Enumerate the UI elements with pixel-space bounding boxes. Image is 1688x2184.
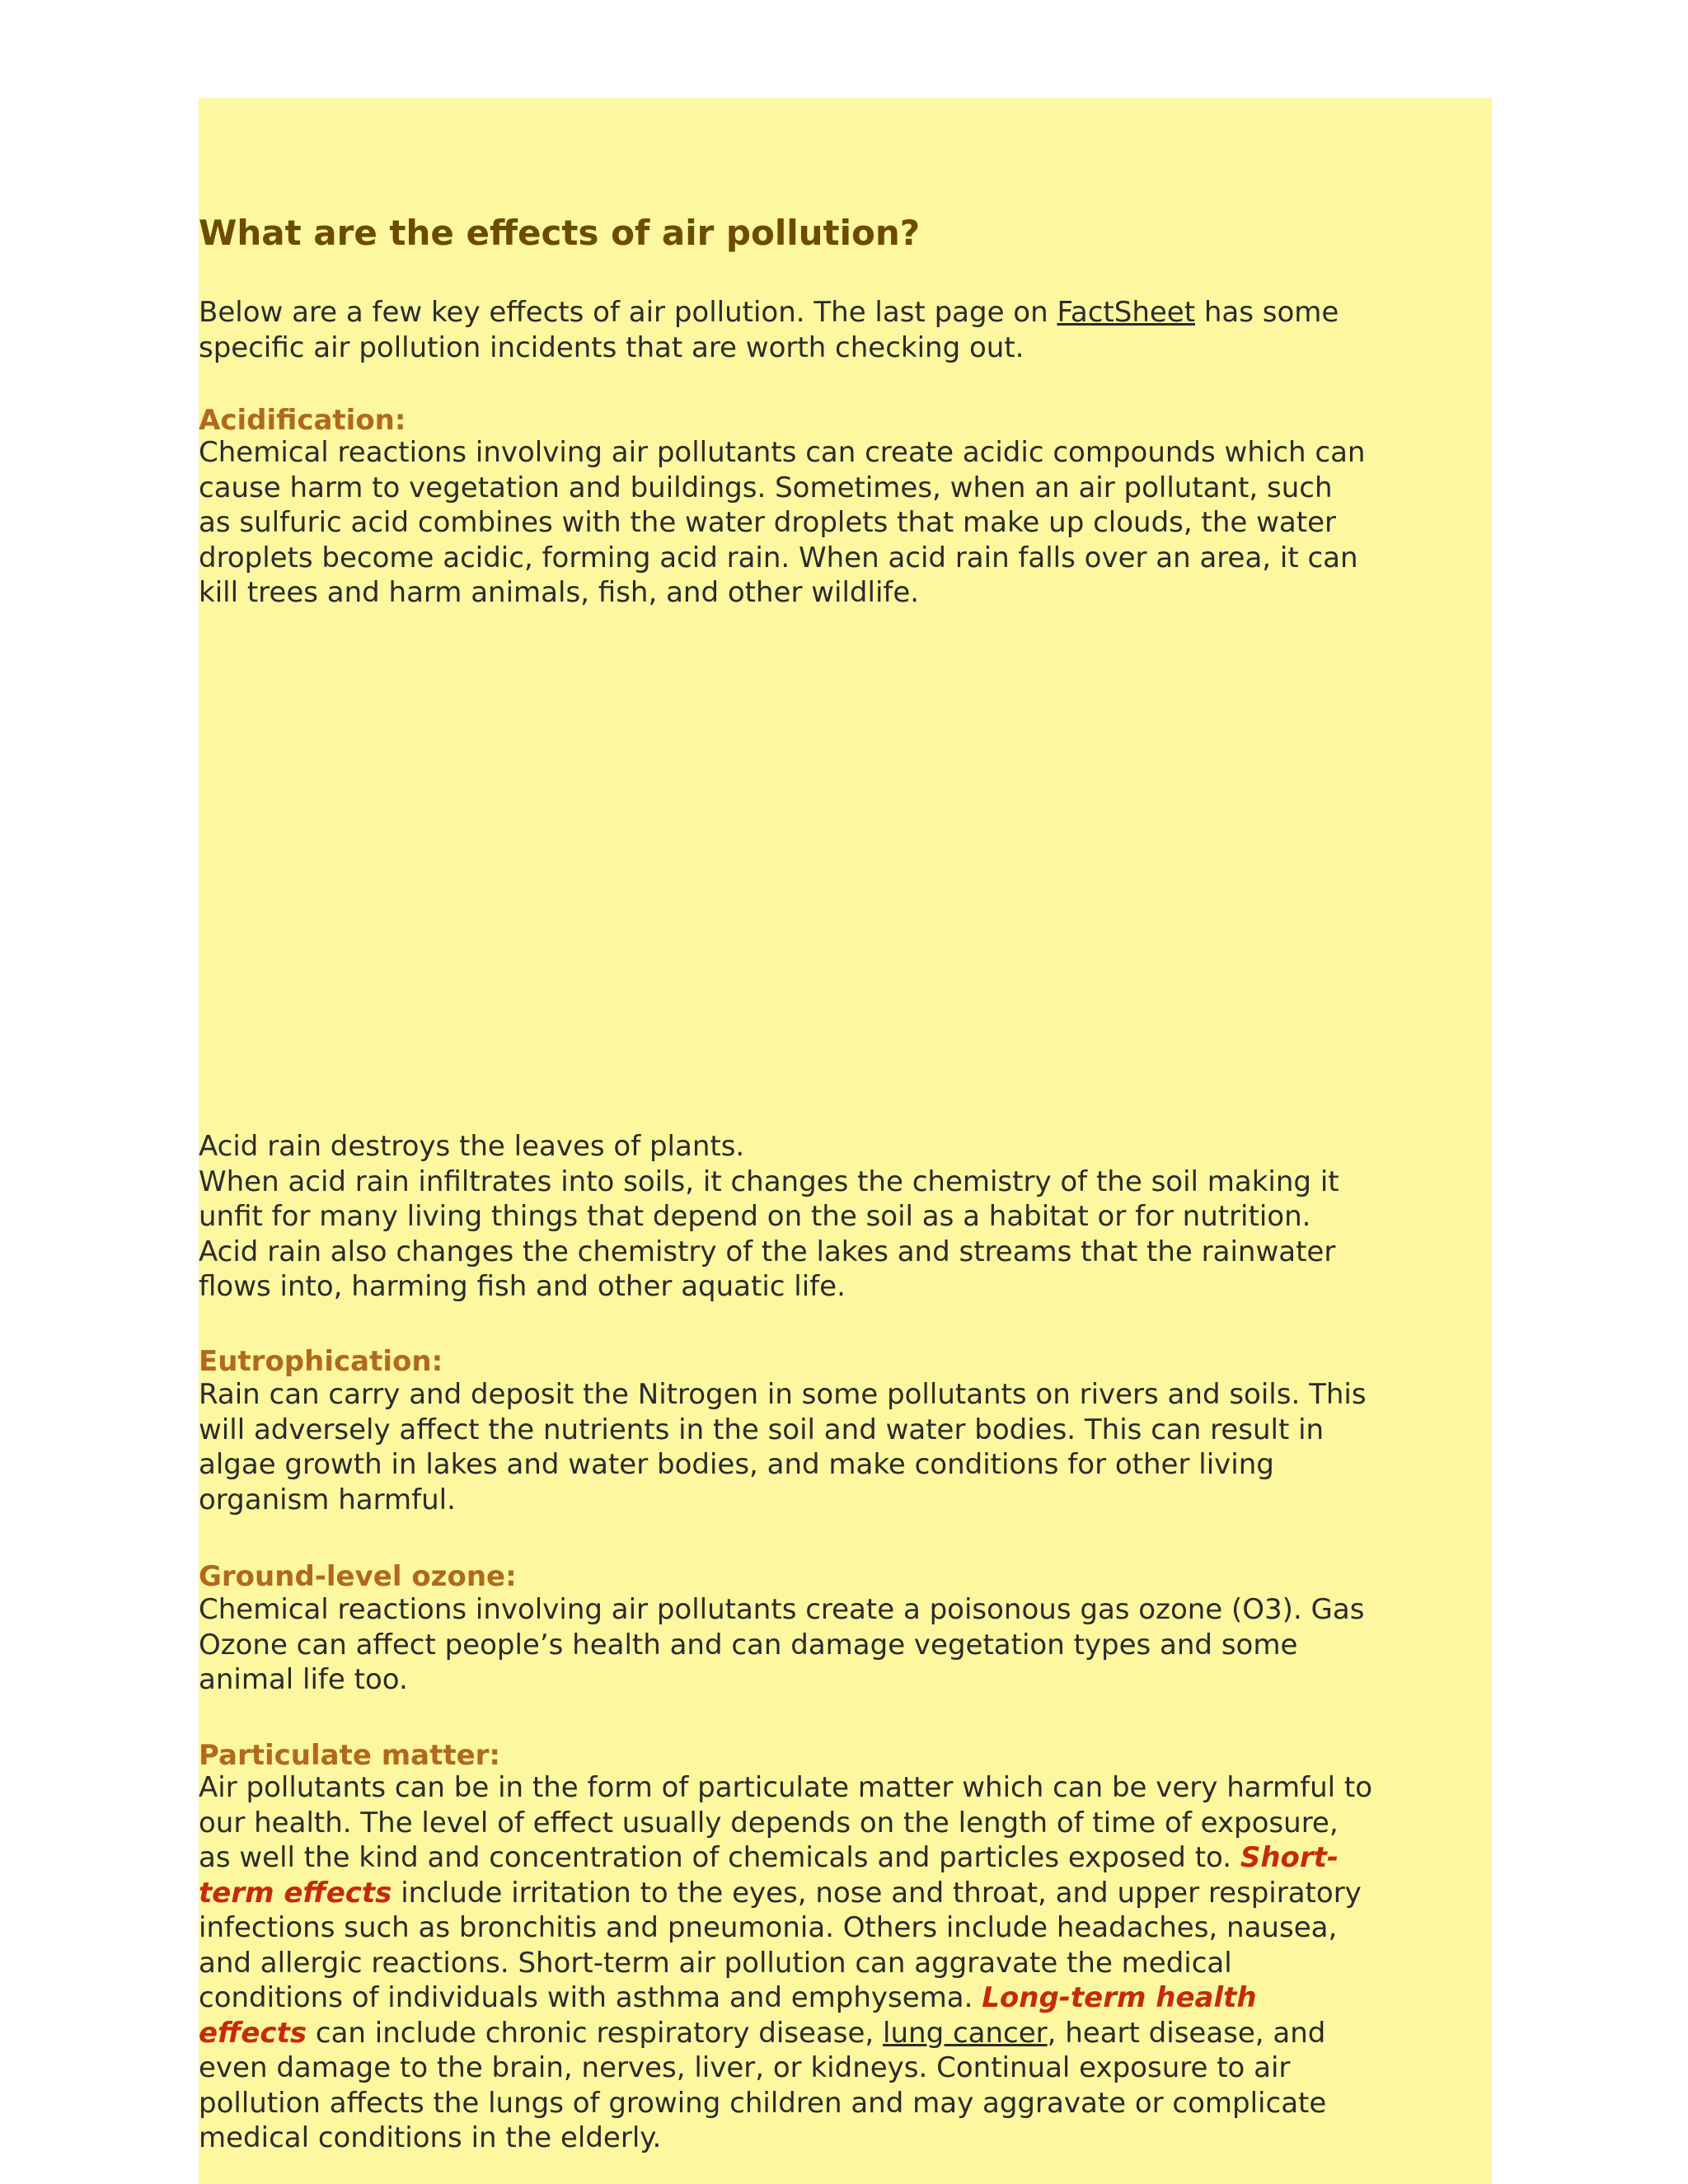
intro-paragraph: Below are a few key effects of air pollution. The last page on FactSheet has some specific air pollution incidents that are worth checking out. bbox=[199, 296, 1339, 364]
lung-cancer-link[interactable]: lung cancer bbox=[883, 2016, 1048, 2050]
acidification-continued-paragraph: Acid rain destroys the leaves of plants. When acid rain infiltrates into soils, it changes the chemistry of the soil making it unfit for many living things that depend on the soil as a habitat or for nutrition. Acid rain also changes the chemistry of the lakes and streams that the rainwater flows into, harming fish and other aquatic life. bbox=[199, 1130, 1339, 1303]
particulate-heading: Particulate matter: bbox=[199, 1739, 501, 1772]
acid-rain-image-area bbox=[199, 626, 1435, 1121]
eutrophication-heading: Eutrophication: bbox=[199, 1345, 443, 1378]
short-term-effects-emphasis: Short- bbox=[1240, 1841, 1339, 1874]
long-term-effects-emphasis: Long-term health bbox=[982, 1981, 1257, 2014]
particulate-paragraph: Air pollutants can be in the form of particulate matter which can be very harmful to our health. The level of effect usually depends on the length of time of exposure, as well the kind and concentration of chemicals and particles exposed to. Short- term effects include irritation to the eyes, nose and throat, and upper respiratory infections such as bronchitis and pneumonia. Others include headaches, nausea, and allergic reactions. Short-term air pollution can aggravate the medical conditions of individuals with asthma and emphysema. Long-term health effects can include chronic respiratory disease, lung cancer, heart disease, and even damage to the brain, nerves, liver, or kidneys. Continual exposure to air pollution affects the lungs of growing children and may aggravate or complicate medical conditions in the elderly. bbox=[199, 1771, 1372, 2154]
page-title: What are the effects of air pollution? bbox=[199, 213, 921, 253]
eutrophication-paragraph: Rain can carry and deposit the Nitrogen in some pollutants on rivers and soils. This will adversely affect the nutrients in the soil and water bodies. This can result in algae growth in lakes and water bodies, and make conditions for other living organism harmful. bbox=[199, 1378, 1367, 1516]
acidification-heading: Acidification: bbox=[199, 404, 406, 437]
short-term-effects-emphasis-cont: term effects bbox=[199, 1876, 392, 1910]
factsheet-link[interactable]: FactSheet bbox=[1057, 296, 1196, 329]
acidification-paragraph: Chemical reactions involving air pollutants can create acidic compounds which can cause harm to vegetation and buildings. Sometimes, when an air pollutant, such as sulfuric acid combines with the water droplets that make up clouds, the water droplets become acidic, forming acid rain. When acid rain falls over an area, it can kill trees and harm animals, fish, and other wildlife. bbox=[199, 436, 1366, 609]
image-caption: Acid rain destroys the leaves of plants. bbox=[199, 1130, 745, 1163]
ozone-heading: Ground-level ozone: bbox=[199, 1560, 517, 1593]
ozone-paragraph: Chemical reactions involving air pollutants create a poisonous gas ozone (O3). Gas Ozone can affect people’s health and can damage vegetation types and some animal life too. bbox=[199, 1593, 1365, 1696]
long-term-effects-emphasis-cont: effects bbox=[199, 2016, 307, 2050]
